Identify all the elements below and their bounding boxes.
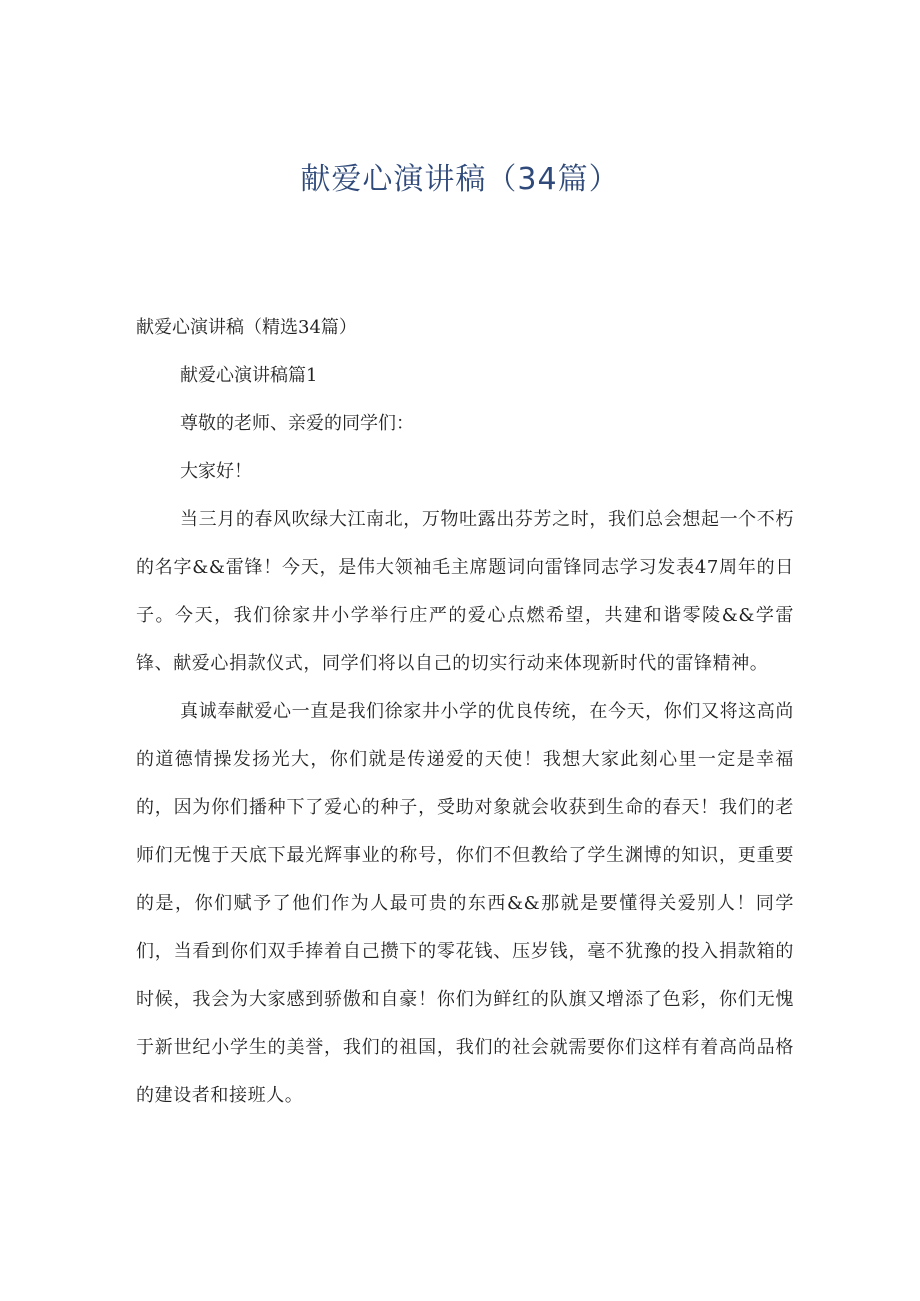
salutation: 尊敬的老师、亲爱的同学们： (180, 413, 414, 434)
greeting: 大家好！ (180, 461, 252, 482)
document-subtitle: 献爱心演讲稿（精选34篇） (136, 317, 357, 338)
document-title: 献爱心演讲稿（34篇） (300, 162, 620, 197)
document-body (136, 304, 794, 1120)
paragraph-1: 当三月的春风吹绿大江南北，万物吐露出芬芳之时，我们总会想起一个不朽的名字&&雷锋！今天，是伟大领袖毛主席题词向雷锋同志学习发表47周年的日子。今天，我们徐家井小学举行庄严的爱心点燃希望，共建和谐零陵&&学雷锋、献爱心捐款仪式，同学们将以自己的切实行动来体现新时代的雷锋精神。 (136, 509, 794, 674)
paragraph-2: 真诚奉献爱心一直是我们徐家井小学的优良传统，在今天，你们又将这高尚的道德情操发扬光大，你们就是传递爱的天使！我想大家此刻心里一定是幸福的，因为你们播种下了爱心的种子，受助对象就会收获到生命的春天！我们的老师们无愧于天底下最光辉事业的称号，你们不但教给了学生渊博的知识，更重要的是，你们赋予了他们作为人最可贵的东西&&那就是要懂得关爱别人！同学们，当看到你们双手捧着自己攒下的零花钱、压岁钱，毫不犹豫的投入捐款箱的时候，我会为大家感到骄傲和自豪！你们为鲜红的队旗又增添了色彩，你们无愧于新世纪小学生的美誉，我们的祖国，我们的社会就需要你们这样有着高尚品格的建设者和接班人。 (136, 701, 794, 1106)
section-heading: 献爱心演讲稿篇1 (180, 365, 318, 386)
